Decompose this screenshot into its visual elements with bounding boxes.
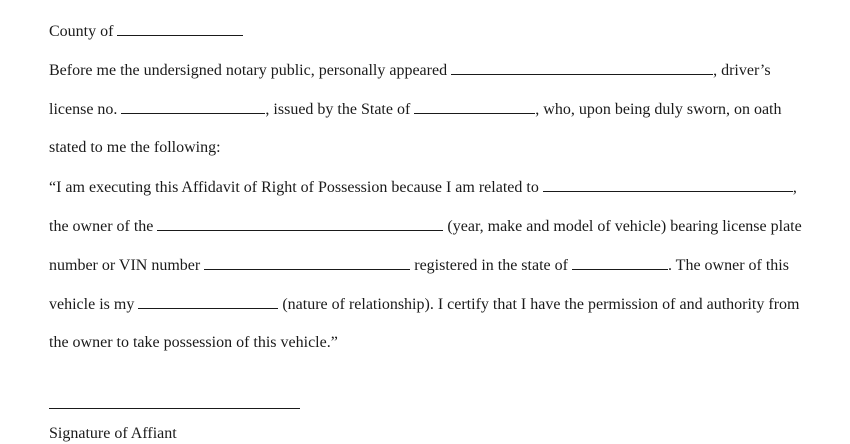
appeared-line: [49, 60, 771, 81]
county-field[interactable]: [117, 21, 243, 36]
possession-text: the owner to take possession of this vehicle.”: [49, 334, 338, 351]
related-to-field[interactable]: [543, 177, 793, 192]
signature-label: Signature of Affiant: [49, 425, 177, 442]
stated-text: stated to me the following:: [49, 139, 221, 156]
issuing-state-field[interactable]: [414, 99, 535, 114]
county-line: [49, 21, 243, 42]
drivers-text: , driver’s: [713, 62, 771, 79]
license-no-field[interactable]: [121, 99, 265, 114]
sworn-text: , who, upon being duly sworn, on oath: [535, 101, 782, 118]
relationship-field[interactable]: [138, 294, 278, 309]
owner-of-this-text: . The owner of this: [667, 257, 789, 274]
vin-line: [49, 255, 789, 276]
stated-line: [49, 138, 221, 158]
certify-text: (nature of relationship). I certify that I have the permission of and authority from: [282, 296, 800, 313]
related-text: “I am executing this Affidavit of Right of Possession because I am related to: [49, 179, 539, 196]
vehicle-is-my-text: vehicle is my: [49, 296, 135, 313]
vin-text: number or VIN number: [49, 257, 201, 274]
registered-text: registered in the state of: [414, 257, 568, 274]
related-line: [49, 177, 797, 198]
related-comma: ,: [792, 179, 797, 196]
vehicle-description-text: (year, make and model of vehicle) bearing license plate: [447, 218, 802, 235]
signature-label-line: [49, 424, 177, 444]
license-text: license no.: [49, 101, 118, 118]
vin-number-field[interactable]: [204, 255, 410, 270]
issued-by-text: , issued by the State of: [265, 101, 411, 118]
signature-field[interactable]: [49, 394, 300, 409]
registered-state-field[interactable]: [572, 255, 668, 270]
possession-line: [49, 333, 338, 353]
county-label: County of: [49, 23, 114, 40]
signature-line: [49, 394, 300, 415]
relationship-line: [49, 294, 799, 315]
vehicle-description-field[interactable]: [157, 216, 443, 231]
appeared-name-field[interactable]: [451, 60, 713, 75]
license-line: [49, 99, 782, 120]
owner-line: [49, 216, 802, 237]
appeared-text: Before me the undersigned notary public, personally appeared: [49, 62, 448, 79]
owner-text: the owner of the: [49, 218, 154, 235]
